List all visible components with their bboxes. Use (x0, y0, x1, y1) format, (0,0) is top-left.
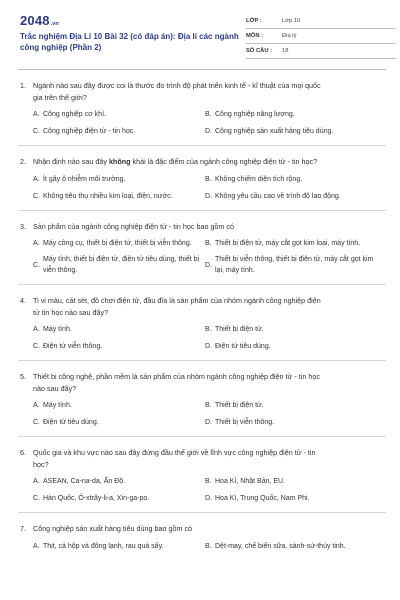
answer-option[interactable] (205, 254, 377, 276)
answer-option[interactable] (205, 109, 377, 120)
option-letter: D. (205, 128, 212, 135)
meta-value: 18 (282, 48, 289, 54)
question-emphasis: không (108, 157, 131, 166)
option-text: Không yêu cầu cao về trình độ lao động. (215, 192, 341, 200)
option-text: Máy tính, thiết bị điện tử, điện tử tiêu dùng, thiết bị viễn thông. (43, 256, 200, 274)
option-letter: C. (33, 419, 40, 426)
question-item (18, 211, 386, 286)
quiz-title: Trắc nghiệm Địa Lí 10 Bài 32 (có đáp án): Địa lí các ngành công nghiệp (Phần 2) (20, 32, 239, 52)
quiz-meta-table (246, 14, 396, 59)
option-letter: C. (33, 343, 40, 350)
option-letter: B. (205, 542, 212, 550)
answer-option[interactable] (33, 417, 205, 428)
question-item (18, 285, 386, 361)
site-logo[interactable] (20, 13, 59, 28)
option-text: Máy công cụ, thiết bị điện tử, thiết bị viễn thông. (43, 240, 192, 247)
option-letter: C. (33, 261, 40, 269)
question-number: 5. (20, 372, 26, 381)
option-letter: D. (205, 343, 212, 350)
option-list (33, 174, 386, 202)
option-list (33, 541, 386, 552)
option-letter: D. (205, 261, 212, 269)
question-item (18, 146, 386, 211)
logo-number: 2048 (20, 13, 50, 28)
answer-option[interactable] (205, 174, 377, 185)
option-text: Không chiếm diện tích rộng. (215, 175, 303, 183)
option-text: ASEAN, Ca-na-da, Ấn Độ. (43, 478, 126, 485)
answer-option[interactable] (205, 493, 377, 504)
option-letter: B. (205, 326, 212, 333)
answer-option[interactable] (33, 109, 205, 120)
question-text: Công nghiệp sản xuất hàng tiêu dùng bao gồm có (33, 524, 193, 533)
option-text: Điện tử tiêu dùng. (215, 343, 271, 350)
question-number: 6. (20, 448, 26, 457)
question-text (33, 156, 328, 168)
option-text: Máy tính. (43, 402, 72, 409)
answer-option[interactable] (33, 174, 205, 185)
question-number: 1. (20, 81, 26, 90)
answer-option[interactable] (205, 341, 377, 352)
answer-option[interactable] (33, 126, 205, 137)
option-text: Dệt-may, chế biến sữa, sành-sứ-thủy tinh. (215, 542, 346, 550)
option-text: Công nghiệp điện tử - tin học. (43, 128, 136, 135)
option-list (33, 324, 386, 352)
question-text: Thiết bị công nghệ, phần mềm là sản phẩm của nhóm ngành công nghiệp điện tử - tin học nào sau đây? (33, 372, 320, 393)
option-letter: A. (33, 542, 40, 550)
answer-option[interactable] (33, 341, 205, 352)
option-letter: B. (205, 402, 212, 409)
option-letter: B. (205, 175, 212, 183)
option-text: Thiết bị điện tử, máy cắt gọt kim loại, máy tính. (215, 240, 361, 247)
meta-label: SỐ CÂU : (246, 48, 273, 54)
option-letter: A. (33, 240, 40, 247)
answer-option[interactable] (205, 400, 377, 411)
option-letter: D. (205, 419, 212, 426)
option-letter: D. (205, 192, 212, 200)
option-text: Công nghiệp cơ khí. (43, 111, 106, 118)
question-number: 2. (20, 157, 26, 166)
option-letter: A. (33, 478, 40, 485)
option-text: Thiết bị viễn thông. (215, 419, 275, 426)
option-list (33, 238, 386, 276)
answer-option[interactable] (33, 493, 205, 504)
option-text: Thịt, cá hộp và đông lạnh, rau quả sấy. (43, 542, 164, 550)
option-letter: D. (205, 495, 212, 502)
answer-option[interactable] (33, 400, 205, 411)
option-letter: B. (205, 240, 212, 247)
answer-option[interactable] (205, 238, 377, 249)
option-text: Hàn Quốc, Ô-xtrây-li-a, Xin-ga-po. (43, 495, 150, 502)
option-letter: A. (33, 326, 40, 333)
answer-option[interactable] (33, 254, 205, 276)
question-text: Ti vi màu, cát sét, đồ chơi điện tử, đầu đĩa là sản phẩm của nhóm ngành công nghiệp điện tử tin học nào sau đây? (33, 296, 321, 317)
question-item (18, 513, 386, 560)
meta-row-subject (246, 29, 396, 44)
question-text-part: khải là đặc điểm của ngành công nghiệp điện tử - tin học? (130, 157, 318, 166)
meta-value: Địa lý (282, 33, 297, 39)
option-text: Hoa Kì, Nhật Bản, EU. (215, 478, 286, 485)
question-item (18, 70, 386, 146)
option-text: Công nghiệp sản xuất hàng tiêu dùng. (215, 128, 334, 135)
answer-option[interactable] (33, 238, 205, 249)
question-item (18, 361, 386, 437)
option-text: Ít gây ô nhiễm môi trường. (43, 175, 126, 183)
question-text: Ngành nào sau đây được coi là thước đo trình độ phát triển kinh tế - kĩ thuật của mọi quốc gia trên thế giới? (33, 81, 321, 102)
question-item (18, 437, 386, 513)
option-text: Công nghiệp năng lượng. (215, 111, 295, 118)
option-letter: A. (33, 175, 40, 183)
answer-option[interactable] (33, 476, 205, 487)
option-letter: C. (33, 495, 40, 502)
option-text: Thiết bị viễn thông, thiết bị điện tử, máy cắt gọt kim lại, máy tính. (215, 256, 374, 274)
option-list (33, 109, 386, 137)
option-list (33, 400, 386, 428)
answer-option[interactable] (33, 541, 205, 552)
answer-option[interactable] (205, 541, 377, 552)
question-text: Quốc gia và khu vực nào sau đây đứng đầu thế giới về lĩnh vực công nghiệp điện tử - tin học? (33, 448, 316, 469)
question-list (0, 70, 400, 560)
answer-option[interactable] (33, 324, 205, 335)
meta-value: Lớp 10 (282, 18, 301, 24)
meta-row-class (246, 14, 396, 29)
option-letter: C. (33, 128, 40, 135)
meta-label: LỚP : (246, 18, 262, 24)
option-letter: A. (33, 111, 40, 118)
answer-option[interactable] (205, 324, 377, 335)
question-number: 7. (20, 524, 26, 533)
question-number: 4. (20, 296, 26, 305)
option-letter: A. (33, 402, 40, 409)
answer-option[interactable] (33, 191, 205, 202)
question-text-part: Nhận định nào sau đây (33, 157, 109, 166)
logo-suffix: .vn (50, 21, 59, 27)
meta-row-count (246, 44, 396, 59)
quiz-header (18, 0, 386, 70)
option-text: Thiết bị điện tử. (215, 326, 264, 333)
answer-option[interactable] (205, 126, 377, 137)
option-letter: B. (205, 111, 212, 118)
option-text: Điện tử viễn thông. (43, 343, 103, 350)
option-text: Máy tính. (43, 326, 72, 333)
option-text: Hoa Kì, Trung Quốc, Nam Phi. (215, 495, 310, 502)
option-text: Không tiêu thụ nhiều kim loại, điện, nước. (43, 192, 173, 200)
option-list (33, 476, 386, 504)
answer-option[interactable] (205, 417, 377, 428)
question-text: Sản phẩm của ngành công nghiệp điện tử - tin học bao gồm có (33, 221, 235, 231)
option-letter: C. (33, 192, 40, 200)
question-number: 3. (20, 221, 26, 231)
option-text: Điện tử tiêu dùng. (43, 419, 99, 426)
option-letter: B. (205, 478, 212, 485)
answer-option[interactable] (205, 191, 377, 202)
meta-label: MÔN : (246, 33, 264, 39)
option-text: Thiết bị điện tử. (215, 402, 264, 409)
answer-option[interactable] (205, 476, 377, 487)
